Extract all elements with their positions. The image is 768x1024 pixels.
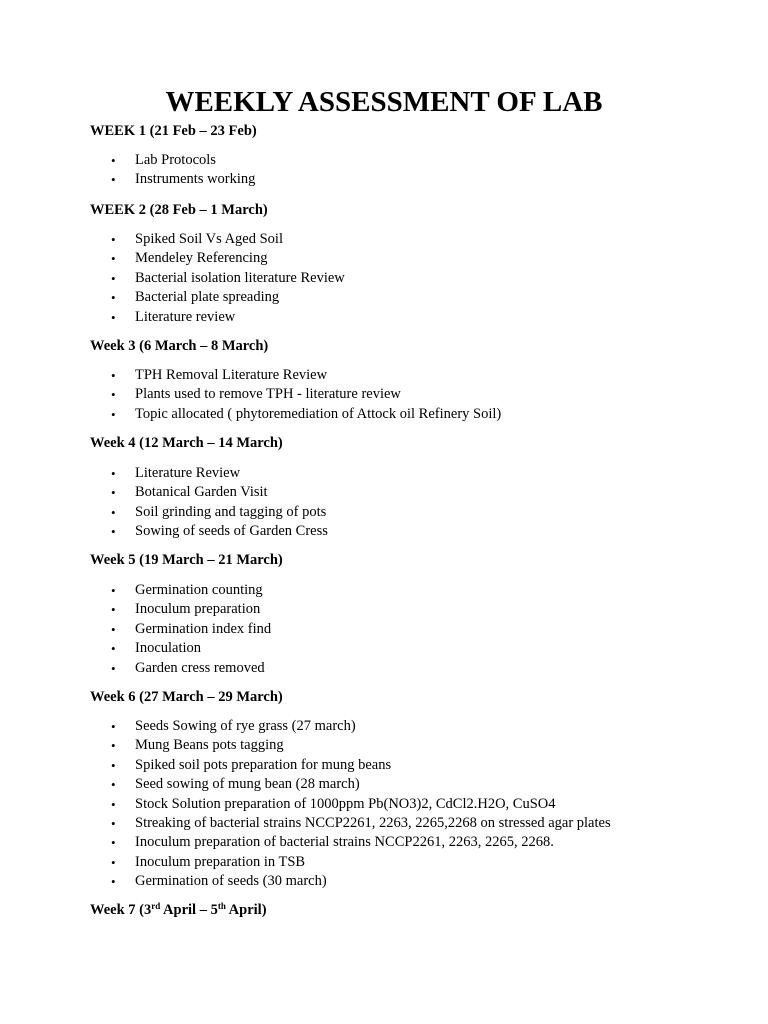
document-page: WEEKLY ASSESSMENT OF LAB WEEK 1 (21 Feb – 23 Feb) • Lab Protocols • Instruments working WEEK 2 (28 Feb – 1 March) • Spiked Soil Vs Aged Soil • Mendeley Referencing • Bacterial isolation literature Review • Bacterial plate spreading • Literature review Week 3 (6 March – 8 March) • TPH Removal Literature Review • Plants used to remove TPH - literature review • Topic allocated ( phytoremediation of Attock oil Refinery Soil) Week 4 (12 March – 14 March) • Literature Review • Botanical Garden Visit • Soil grinding and tagging of pots • Sowing of seeds of Garden Cress Week 5 (19 March – 21 March) • Germination counting • Inoculum preparation • Germination index find • Inoculation • Garden cress removed Week 6 (27 March – 29 March) • Seeds Sowing of rye grass (27 march) • Mung Beans pots tagging • Spiked soil pots preparation for mung beans • Seed sowing of mung bean (28 march) • Stock Solution preparation of 1000ppm Pb(NO3)2, CdCl2.H2O, CuSO4 • Streaking of bacterial strains NCCP2261, 2263, 2265,2268 on stressed agar plates • Inoculum preparation of bacterial strains NCCP2261, 2263, 2265, 2268. • Inoculum preparation in TSB • Germination of seeds (30 march) Week 7 (3rd April – 5th April) [0, 0, 768, 1024]
bullet-icon: • [111, 466, 116, 481]
bullet-icon: • [111, 387, 116, 403]
week-1-heading: WEEK 1 (21 Feb – 23 Feb) [90, 123, 257, 139]
bullet-icon: • [111, 602, 116, 618]
bullet-icon: • [111, 583, 116, 598]
bullet-icon: • [111, 406, 116, 422]
week-2-heading: WEEK 2 (28 Feb – 1 March) [90, 202, 268, 218]
bullet-icon: • [111, 621, 116, 637]
bullet-icon: • [111, 290, 116, 306]
bullet-icon: • [111, 796, 116, 812]
bullet-icon: • [111, 660, 116, 676]
bullet-icon: • [111, 232, 116, 247]
bullet-icon: • [111, 757, 116, 773]
week-5-heading: Week 5 (19 March – 21 March) [90, 552, 283, 568]
bullet-icon: • [111, 309, 116, 325]
bullet-icon: • [111, 854, 116, 870]
bullet-icon: • [111, 153, 116, 168]
bullet-icon: • [111, 835, 116, 851]
week-6-heading: Week 6 (27 March – 29 March) [90, 689, 283, 705]
bullet-icon: • [111, 738, 116, 754]
bullet-icon: • [111, 485, 116, 501]
bullet-icon: • [111, 641, 116, 657]
bullet-icon: • [111, 815, 116, 831]
bullet-icon: • [111, 270, 116, 286]
bullet-icon: • [111, 874, 116, 890]
week-4-heading: Week 4 (12 March – 14 March) [90, 435, 283, 451]
bullet-icon: • [111, 777, 116, 793]
document-title: WEEKLY ASSESSMENT OF LAB [165, 86, 603, 118]
week-7-heading: Week 7 (3rd April – 5th April) [90, 901, 267, 918]
bullet-icon: • [111, 368, 116, 383]
bullet-icon: • [111, 251, 116, 267]
week-3-heading: Week 3 (6 March – 8 March) [90, 338, 269, 354]
bullet-icon: • [111, 504, 116, 520]
bullet-icon: • [111, 172, 116, 188]
bullet-icon: • [111, 524, 116, 540]
bullet-icon: • [111, 719, 116, 734]
